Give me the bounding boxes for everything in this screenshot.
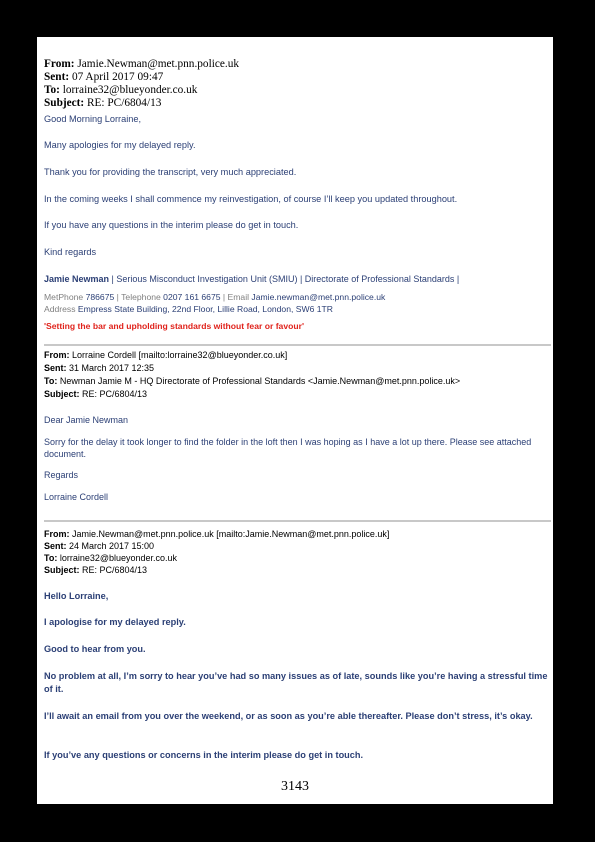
- email1-signature-email-link[interactable]: Jamie.newman@met.pnn.police.uk: [251, 292, 386, 302]
- email1-from: From: Jamie.Newman@met.pnn.police.uk: [44, 58, 239, 70]
- email1-subject: Subject: RE: PC/6804/13: [44, 97, 162, 109]
- email3-paragraph-4: I’ll await an email from you over the weekend, or as soon as you’re able thereafter. Please don’t stress, it’s okay.: [44, 711, 533, 721]
- email2-signoff: Regards: [44, 470, 79, 480]
- email1-paragraph-4: If you have any questions in the interim please do get in touch.: [44, 220, 299, 230]
- email3-sent: Sent: 24 March 2017 15:00: [44, 541, 155, 551]
- email1-signature-address: Address Empress State Building, 22nd Floor, Lillie Road, London, SW6 1TR: [44, 304, 334, 314]
- email1-signature-name: Jamie Newman | Serious Misconduct Investigation Unit (SMIU) | Directorate of Professional Standards |: [44, 274, 460, 284]
- divider: [44, 344, 551, 346]
- email1-to: To: lorraine32@blueyonder.co.uk: [44, 84, 198, 96]
- email2-from: From: Lorraine Cordell [mailto:lorraine32@blueyonder.co.uk]: [44, 350, 288, 360]
- email1-signoff: Kind regards: [44, 247, 97, 257]
- document-page: [37, 37, 553, 804]
- email2-sent: Sent: 31 March 2017 12:35: [44, 363, 155, 373]
- email1-sent: Sent: 07 April 2017 09:47: [44, 71, 164, 83]
- email1-motto: 'Setting the bar and upholding standards without fear or favour': [44, 321, 304, 331]
- email3-paragraph-2: Good to hear from you.: [44, 644, 146, 654]
- email2-greeting: Dear Jamie Newman: [44, 415, 129, 425]
- email3-paragraph-1: I apologise for my delayed reply.: [44, 617, 186, 627]
- email3-greeting: Hello Lorraine,: [44, 591, 109, 601]
- email3-paragraph-5: If you’ve any questions or concerns in the interim please do get in touch.: [44, 750, 364, 760]
- email3-paragraph-3: No problem at all, I’m sorry to hear you’ve had so many issues as of late, sounds like you’re having a stressful time of it.: [44, 671, 548, 694]
- email1-paragraph-2: Thank you for providing the transcript, very much appreciated.: [44, 167, 297, 177]
- page-number: 3143: [281, 779, 309, 794]
- email1-greeting: Good Morning Lorraine,: [44, 114, 142, 124]
- email3-to: To: lorraine32@blueyonder.co.uk: [44, 553, 178, 563]
- email3-subject: Subject: RE: PC/6804/13: [44, 565, 148, 575]
- email1-paragraph-3: In the coming weeks I shall commence my reinvestigation, of course I’ll keep you updated throughout.: [44, 194, 458, 204]
- divider: [44, 520, 551, 522]
- email1-paragraph-1: Many apologies for my delayed reply.: [44, 140, 196, 150]
- email3-from: From: Jamie.Newman@met.pnn.police.uk [mailto:Jamie.Newman@met.pnn.police.uk]: [44, 529, 390, 539]
- email2-paragraph-1: Sorry for the delay it took longer to find the folder in the loft then I was hoping as I have a lot up there. Please see attached document.: [44, 437, 532, 459]
- email2-to: To: Newman Jamie M - HQ Directorate of Professional Standards <Jamie.Newman@met.pnn.police.uk>: [44, 376, 461, 386]
- email1-signature-contact: MetPhone 786675 | Telephone 0207 161 6675 | Email Jamie.newman@met.pnn.police.uk: [44, 292, 386, 302]
- email2-subject: Subject: RE: PC/6804/13: [44, 389, 148, 399]
- email2-name: Lorraine Cordell: [44, 492, 109, 502]
